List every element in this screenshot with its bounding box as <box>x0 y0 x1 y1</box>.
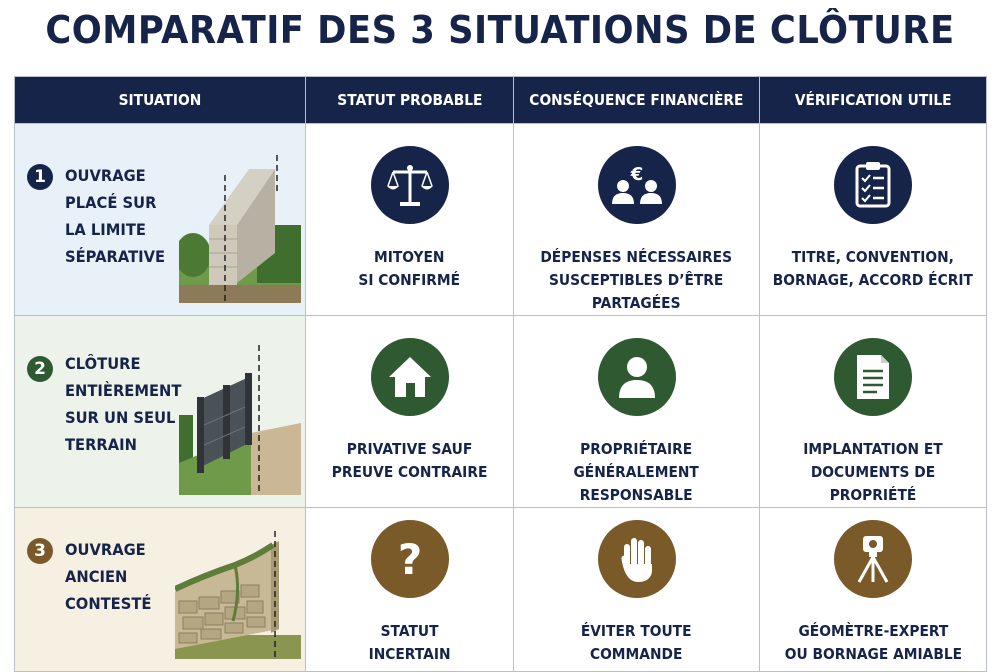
header-statut: STATUT PROBABLE <box>306 77 514 124</box>
verification-text: IMPLANTATION ET DOCUMENTS DE PROPRIÉTÉ <box>803 440 943 504</box>
verification-cell <box>760 124 987 316</box>
stop-hand-icon <box>598 520 676 598</box>
situation-label: CLÔTURE ENTIÈREMENT SUR UN SEUL TERRAIN <box>65 354 182 454</box>
situation-label: OUVRAGE PLACÉ SUR LA LIMITE SÉPARATIVE <box>65 166 166 266</box>
consequence-cell <box>514 508 760 672</box>
document-icon <box>834 338 912 416</box>
table-header-row <box>15 77 987 124</box>
statut-cell <box>306 124 514 316</box>
svg-text:€: € <box>630 164 643 185</box>
table-row <box>15 124 987 316</box>
consequence-text: DÉPENSES NÉCESSAIRES SUSCEPTIBLES D’ÊTRE PARTAGÉES <box>540 248 733 312</box>
situation-cell <box>15 316 306 508</box>
situation-label: OUVRAGE ANCIEN CONTESTÉ <box>65 540 152 613</box>
page-title: COMPARATIF DES 3 SITUATIONS DE CLÔTURE <box>45 8 955 52</box>
table-row <box>15 316 987 508</box>
header-consequence: CONSÉQUENCE FINANCIÈRE <box>514 77 760 124</box>
boundary-wall-illustration <box>179 155 301 303</box>
verification-cell <box>760 508 987 672</box>
house-icon <box>371 338 449 416</box>
consequence-cell <box>514 124 760 316</box>
situation-number-badge: 2 <box>27 356 53 382</box>
consequence-text: PROPRIÉTAIRE GÉNÉRALEMENT RESPONSABLE <box>573 440 700 504</box>
verification-text: GÉOMÈTRE-EXPERT OU BORNAGE AMIABLE <box>784 622 962 663</box>
comparison-table <box>14 76 987 672</box>
euro-people-icon <box>598 146 676 224</box>
consequence-cell <box>514 316 760 508</box>
checklist-icon <box>834 146 912 224</box>
verification-text: TITRE, CONVENTION, BORNAGE, ACCORD ÉCRIT <box>772 248 974 289</box>
table-row <box>15 508 987 672</box>
person-icon <box>598 338 676 416</box>
statut-cell <box>306 316 514 508</box>
situation-number-badge: 1 <box>27 164 53 190</box>
question-icon <box>371 520 449 598</box>
header-situation: SITUATION <box>15 77 306 124</box>
statut-cell <box>306 508 514 672</box>
header-verification: VÉRIFICATION UTILE <box>760 77 987 124</box>
svg-text:?: ? <box>397 535 422 584</box>
old-stone-wall-illustration <box>175 531 301 659</box>
situation-cell <box>15 508 306 672</box>
statut-text: MITOYEN SI CONFIRMÉ <box>358 248 461 289</box>
statut-text: PRIVATIVE SAUF PREUVE CONTRAIRE <box>331 440 488 481</box>
consequence-text: ÉVITER TOUTE COMMANDE <box>581 622 692 663</box>
verification-cell <box>760 316 987 508</box>
situation-number-badge: 3 <box>27 538 53 564</box>
situation-cell <box>15 124 306 316</box>
private-fence-illustration <box>179 345 301 495</box>
scales-icon <box>371 146 449 224</box>
surveyor-tripod-icon <box>834 520 912 598</box>
statut-text: STATUT INCERTAIN <box>368 622 451 663</box>
